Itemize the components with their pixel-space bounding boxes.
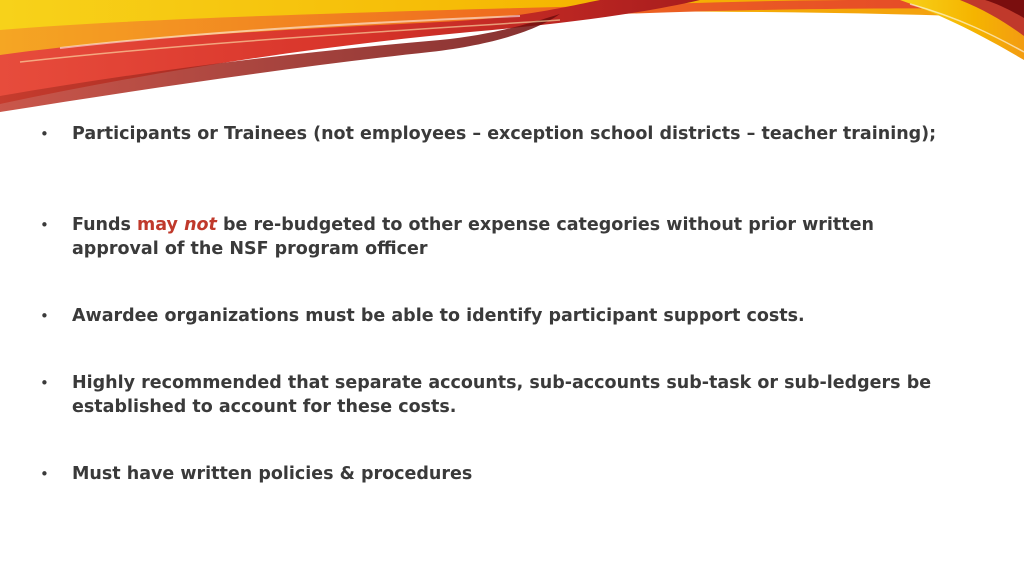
highlight-may: may [137, 215, 185, 235]
bullet-text: Must have written policies & procedures [72, 464, 473, 484]
bullet-dot: • [40, 216, 49, 234]
bullet-text-after: be re-budgeted to other expense categories without prior written approval of the NSF program officer [72, 215, 874, 259]
bullet-item-funds [40, 213, 960, 261]
bullet-dot: • [40, 125, 49, 143]
bullet-item-awardee [40, 304, 960, 328]
bullet-item-recommended [40, 371, 960, 419]
bullet-dot: • [40, 307, 49, 325]
bullet-dot: • [40, 465, 49, 483]
bullet-text: Highly recommended that separate accounts, sub-accounts sub-task or sub-ledgers be established to account for these costs. [72, 373, 932, 417]
decorative-banner-swoosh [0, 0, 1024, 130]
bullet-item-policies [40, 462, 960, 486]
highlight-not: not [184, 215, 217, 235]
bullet-text: Participants or Trainees (not employees – exception school districts – teacher training); [72, 124, 937, 144]
bullet-text-before: Funds [72, 215, 138, 235]
bullet-item-participants [40, 122, 960, 146]
bullet-text: Awardee organizations must be able to identify participant support costs. [72, 306, 805, 326]
bullet-dot: • [40, 374, 49, 392]
